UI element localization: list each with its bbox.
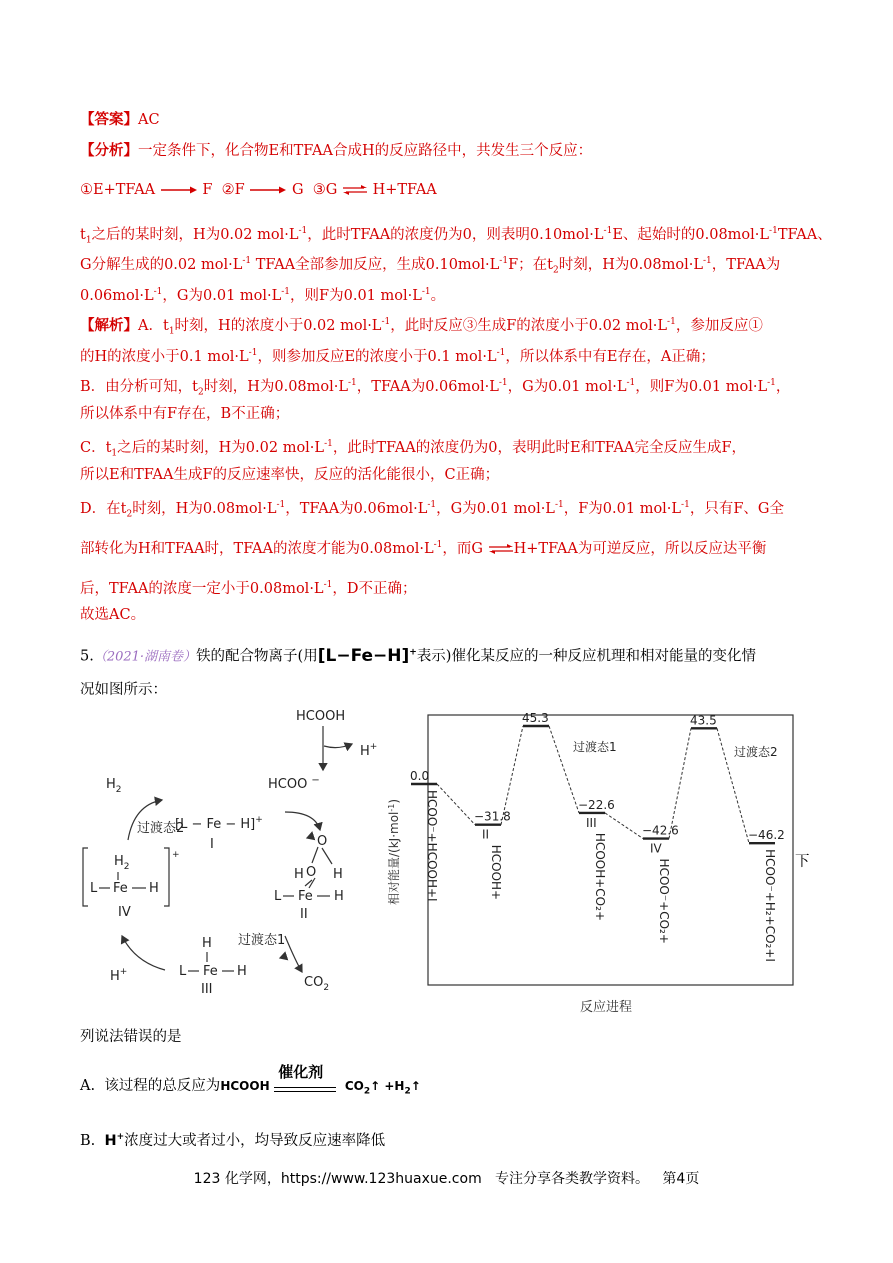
equilibrium-arrow-icon: [488, 543, 514, 555]
cycle-h-III: H: [237, 964, 247, 979]
cycle-label-IV: IV: [118, 905, 131, 920]
answer-value: AC: [138, 112, 160, 128]
analysis-para-3: $0.06mol\cdot L^{-1}$，G为0.01 $mol\cdot L^{-1}$，则F为0.01 $mol\cdot L^{-1}$。: [80, 287, 446, 304]
energy-roman-1: II: [482, 827, 490, 842]
cycle-h-formate: H: [294, 867, 304, 882]
cycle-fe-IV: Fe: [113, 881, 128, 896]
cycle-h2: $H_2$: [106, 777, 122, 795]
reaction-list: ①E+TFAA F ②F G ③G H+TFAA: [80, 182, 437, 198]
question-line-2: 况如图所示：: [80, 682, 167, 698]
answer-line: [80, 110, 160, 130]
explanation-a-2: 的H的浓度小于0.1 $mol\cdot L^{-1}$，则参加反应E的浓度小于0.1 $mol\cdot L^{-1}$，所以体系中有E存在，A正确；: [80, 348, 715, 365]
explanation-a-1: 【解析】A．$t_1$时刻，H的浓度小于0.02 $mol\cdot L^{-1}$，此时反应③生成F的浓度小于0.02 $mol\cdot L^{-1}$，参加反应①: [80, 316, 763, 337]
option-a-label: A.: [80, 1078, 96, 1094]
explanation-b-1: B．由分析可知，$t_2$时刻，H为$0.08mol\cdot L^{-1}$，TFAA为$0.06mol\cdot L^{-1}$，G为0.01 $mol\cdot L^{-1}$，则F为0.01 $mol\cdot L^{-1}$，: [80, 378, 791, 398]
energy-connector-5: [669, 728, 691, 838]
cycle-l-II: L: [274, 889, 282, 904]
option-a[interactable]: A. 该过程的总反应为HCOOH 催化剂 $CO_2↑$ $+H_2↑$: [80, 1063, 421, 1097]
cycle-h-III-top: H: [202, 936, 212, 951]
question-number: 5.: [80, 648, 94, 665]
energy-value-5: 43.5: [690, 713, 717, 728]
explanation-c-2: 所以E和TFAA生成F的反应速率快，反应的活化能很小，C正确；: [80, 467, 500, 483]
energy-value-2: 45.3: [522, 711, 549, 725]
page-footer: 123 化学网，https://www.123huaxue.com 专注分享各类教学资料。 第4页: [193, 1171, 700, 1187]
cycle-IV-charge: +: [172, 850, 180, 860]
analysis-para-1: $t_1$之后的某时刻，H为0.02 $mol\cdot L^{-1}$，此时TFAA的浓度仍为0，则表明$0.10mol\cdot L^{-1}E$、起始时的$0.08mol\cdot L^{-1}TFAA$、: [80, 226, 832, 246]
cycle-h-IV: H: [149, 881, 159, 896]
energy-species-3: HCOOH+CO₂+: [593, 832, 607, 921]
energy-species-6: HCOO⁻+H₂+CO₂+I: [763, 849, 777, 962]
cycle-fe-II: Fe: [298, 889, 313, 904]
cycle-o-mid: O: [306, 865, 317, 880]
question-line-1: 5.（2021·湖南卷）铁的配合物离子(用[L−Fe−H]+表示)催化某反应的一种反应机理和相对能量的变化情: [80, 645, 756, 666]
cycle-ts1: 过渡态1: [238, 933, 286, 948]
explanation-d-3: 后，TFAA的浓度一定小于$0.08mol\cdot L^{-1}$，D不正确；: [80, 580, 417, 597]
cycle-hplus: H+: [360, 742, 378, 759]
question-source: （2021·湖南卷）: [93, 649, 197, 665]
cycle-ts2: 过渡态2: [137, 821, 185, 836]
energy-connector-1: [437, 784, 475, 825]
cycle-l-IV: L: [90, 881, 98, 896]
right-arrow-icon: [160, 185, 198, 195]
energy-value-0: 0.0: [410, 769, 430, 783]
explanation-b-2: 所以体系中有F存在，B不正确；: [80, 406, 290, 422]
energy-value-1: −31.8: [474, 809, 511, 824]
option-b[interactable]: B. H+浓度过大或者过小，均导致反应速率降低: [80, 1132, 386, 1149]
energy-value-3: −22.6: [578, 797, 615, 812]
analysis-tag: 【分析】: [80, 142, 138, 159]
cycle-l-III: L: [179, 964, 187, 979]
cycle-fe-III: Fe: [203, 964, 218, 979]
cycle-label-II: II: [300, 907, 308, 922]
explanation-c-1: C．$t_1$之后的某时刻，H为0.02 $mol\cdot L^{-1}$，此时TFAA的浓度仍为0，表明此时E和TFAA完全反应生成F，: [80, 439, 747, 459]
right-arrow-icon: [249, 185, 287, 195]
answer-tag: 【答案】: [80, 111, 138, 128]
explanation-final: 故选AC。: [80, 607, 146, 623]
cycle-label-III: III: [201, 982, 213, 997]
question-line-4: 列说法错误的是: [80, 1029, 182, 1045]
energy-connector-4: [605, 813, 643, 839]
catalytic-cycle-diagram: [80, 700, 400, 1000]
catalyst-arrow: 催化剂: [274, 1076, 340, 1096]
energy-value-4: −42.6: [642, 823, 679, 838]
cycle-label-I: I: [210, 837, 214, 852]
cycle-co2: $CO_2$: [304, 975, 330, 993]
analysis-intro: 【分析】一定条件下，化合物E和TFAA合成H的反应路径中，共发生三个反应：: [80, 142, 593, 159]
energy-xlabel: 反应进程: [580, 1000, 633, 1015]
explanation-tag: 【解析】: [80, 316, 138, 334]
cycle-o-top: O: [317, 834, 328, 849]
energy-profile-diagram: [370, 705, 810, 1023]
energy-species-1: HCOOH+: [489, 844, 503, 901]
energy-value-6: −46.2: [748, 828, 785, 843]
option-b-label: B.: [80, 1132, 96, 1149]
cycle-h-II-top: H: [333, 867, 343, 882]
equilibrium-arrow-icon: [342, 184, 368, 196]
energy-species-4: HCOO⁻+CO₂+: [657, 858, 671, 944]
cycle-hcooh: HCOOH: [296, 709, 346, 724]
cycle-hplus-in: H+: [110, 967, 128, 984]
energy-ylabel: 相对能量/(kJ·mol$^{-1}$): [387, 798, 401, 905]
energy-species-0: HCOO⁻+HCOOH+I: [425, 790, 439, 902]
question-line-3-tail: 下: [795, 854, 810, 870]
energy-ts2-label: 过渡态2: [734, 745, 778, 759]
cycle-center-complex: [L − Fe − H]+: [175, 815, 263, 832]
explanation-d-1: D．在$t_2$时刻，H为$0.08mol\cdot L^{-1}$，TFAA为$0.06mol\cdot L^{-1}$，G为0.01 $mol\cdot L^{-1}$，F为0.01 $mol\cdot L^{-1}$，只有F、G全: [80, 500, 784, 520]
cycle-h-II: H: [334, 889, 344, 904]
energy-ts1-label: 过渡态1: [573, 740, 617, 754]
cycle-hcoo: HCOO −: [268, 775, 320, 792]
explanation-d-2: 部转化为H和TFAA时，TFAA的浓度才能为$0.08mol\cdot L^{-1}$，而G H+TFAA为可逆反应，所以反应达平衡: [80, 540, 767, 557]
catalyst-ion: [L−Fe−H]+: [317, 645, 417, 666]
analysis-para-2: G分解生成的0.02 $mol\cdot L^{-1}$ TFAA全部参加反应，生成$0.10mol\cdot L^{-1}F$；在$t_2$时刻，H为$0.08mol\cdot L^{-1}$，TFAA为: [80, 256, 781, 276]
cycle-h2-IV: $H_2$: [114, 854, 130, 872]
energy-roman-4: IV: [650, 841, 662, 856]
energy-roman-3: III: [586, 815, 597, 830]
